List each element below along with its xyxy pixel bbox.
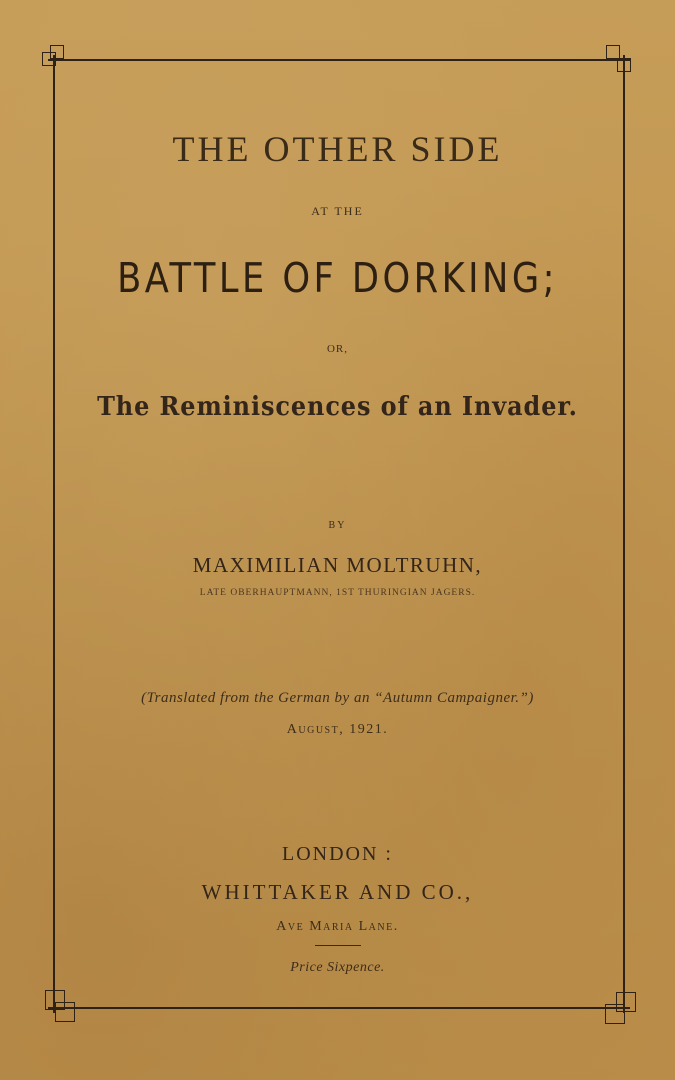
subtitle: The Reminiscences of an Invader. <box>97 392 578 422</box>
border-bottom-rule <box>48 1007 630 1009</box>
corner-ornament-top-right <box>606 45 620 59</box>
title-connector: AT THE <box>311 204 364 218</box>
imprint-city: LONDON : <box>282 843 393 865</box>
by-label: BY <box>328 520 347 531</box>
imprint-divider <box>315 945 361 946</box>
title-or: OR, <box>326 343 349 355</box>
imprint-publisher: WHITTAKER AND CO., <box>201 880 474 904</box>
border-right-rule <box>623 55 625 1013</box>
author-title: LATE OBERHAUPTMANN, 1ST THURINGIAN JAGERS. <box>199 588 476 598</box>
price: Price Sixpence. <box>290 960 385 975</box>
border-left-rule <box>53 55 55 1013</box>
translation-note: (Translated from the German by an “Autumn Campaigner.”) <box>141 690 534 706</box>
corner-ornament-bottom-right-inner <box>605 1004 625 1024</box>
author-name: MAXIMILIAN MOLTRUHN, <box>192 553 483 577</box>
corner-ornament-bottom-left-inner <box>55 1002 75 1022</box>
corner-ornament-top-right-inner <box>617 58 631 72</box>
title-line-2: BATTLE OF DORKING; <box>117 254 558 302</box>
corner-ornament-top-left-inner <box>50 45 64 59</box>
publication-date: August, 1921. <box>286 722 389 737</box>
border-top-rule <box>48 59 630 61</box>
title-line-1: THE OTHER SIDE <box>172 129 503 169</box>
imprint-address: Ave Maria Lane. <box>276 919 399 934</box>
